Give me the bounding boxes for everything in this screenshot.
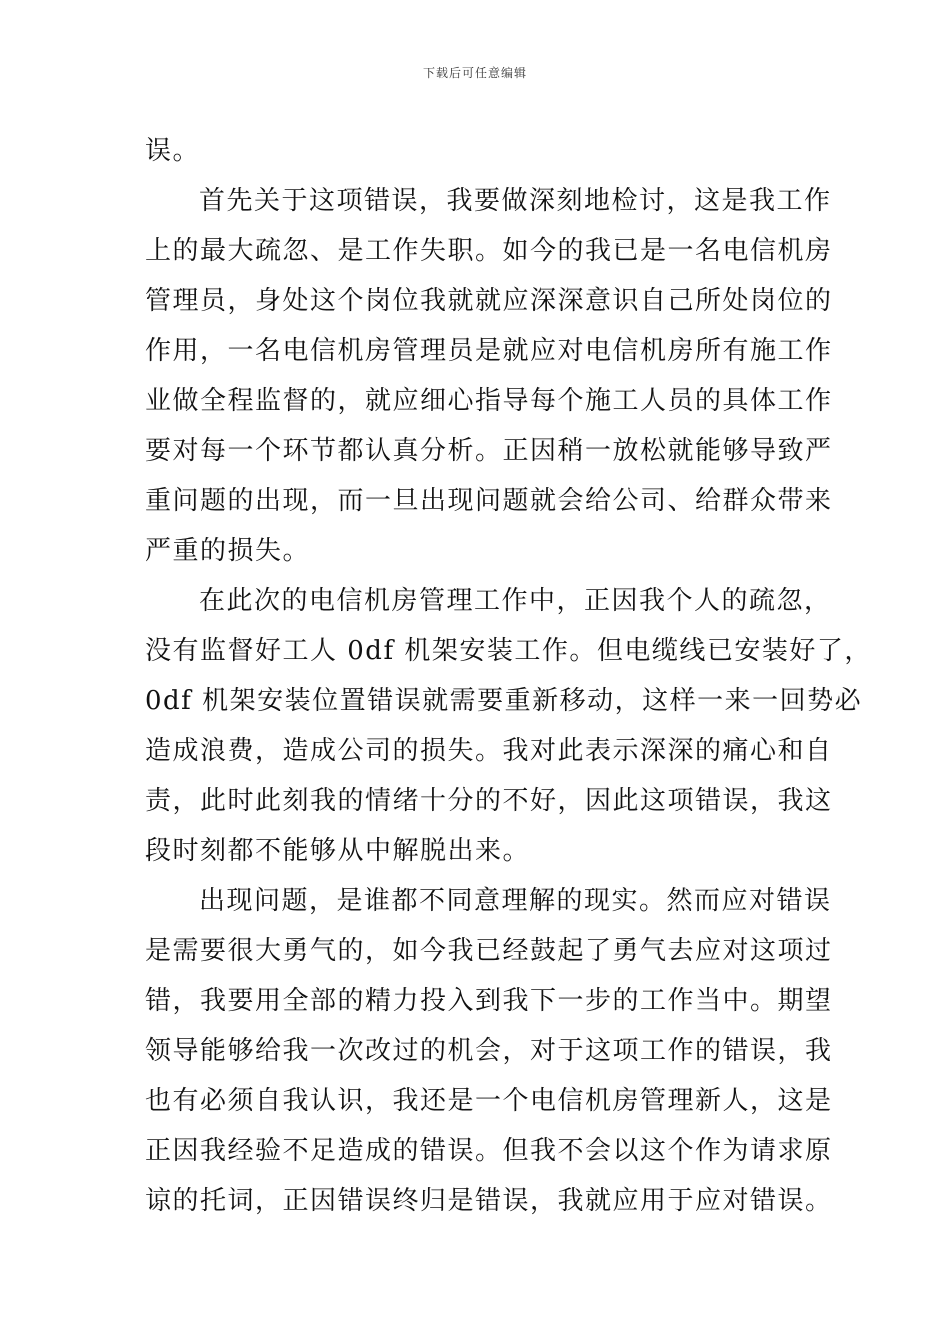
text-line: 0df 机架安装位置错误就需要重新移动，这样一来一回势必 [145,686,863,716]
header-note: 下载后可任意编辑 [422,66,527,80]
text-line: 严重的损失。 [145,536,311,566]
text-line: 作用，一名电信机房管理员是就应对电信机房所有施工作 [145,336,833,366]
document-body [145,126,872,1226]
text-line: 没有监督好工人 0df 机架安装工作。但电缆线已安装好了， [145,636,872,666]
text-line: 上的最大疏忽、是工作失职。如今的我已是一名电信机房 [145,236,833,266]
text-line: 业做全程监督的，就应细心指导每个施工人员的具体工作 [145,386,833,416]
text-line: 重问题的出现，而一旦出现问题就会给公司、给群众带来 [145,486,833,516]
text-line: 也有必须自我认识，我还是一个电信机房管理新人，这是 [145,1086,833,1116]
text-line: 领导能够给我一次改过的机会，对于这项工作的错误，我 [145,1036,833,1066]
text-line: 要对每一个环节都认真分析。正因稍一放松就能够导致严 [145,436,833,466]
text-line: 是需要很大勇气的，如今我已经鼓起了勇气去应对这项过 [145,936,833,966]
paragraph-first-line: 首先关于这项错误，我要做深刻地检讨，这是我工作 [199,186,832,216]
text-line: 管理员，身处这个岗位我就就应深深意识自己所处岗位的 [145,286,833,316]
text-line: 错，我要用全部的精力投入到我下一步的工作当中。期望 [145,986,833,1016]
text-line: 造成浪费，造成公司的损失。我对此表示深深的痛心和自 [145,736,833,766]
text-line: 谅的托词，正因错误终归是错误，我就应用于应对错误。 [145,1186,833,1216]
text-line: 段时刻都不能够从中解脱出来。 [145,836,531,866]
text-line: 误。 [145,136,201,166]
paragraph-first-line: 出现问题，是谁都不同意理解的现实。然而应对错误 [199,886,832,916]
paragraph-first-line: 在此次的电信机房管理工作中，正因我个人的疏忽， [199,586,832,616]
text-line: 正因我经验不足造成的错误。但我不会以这个作为请求原 [145,1136,833,1166]
text-line: 责，此时此刻我的情绪十分的不好，因此这项错误，我这 [145,786,833,816]
